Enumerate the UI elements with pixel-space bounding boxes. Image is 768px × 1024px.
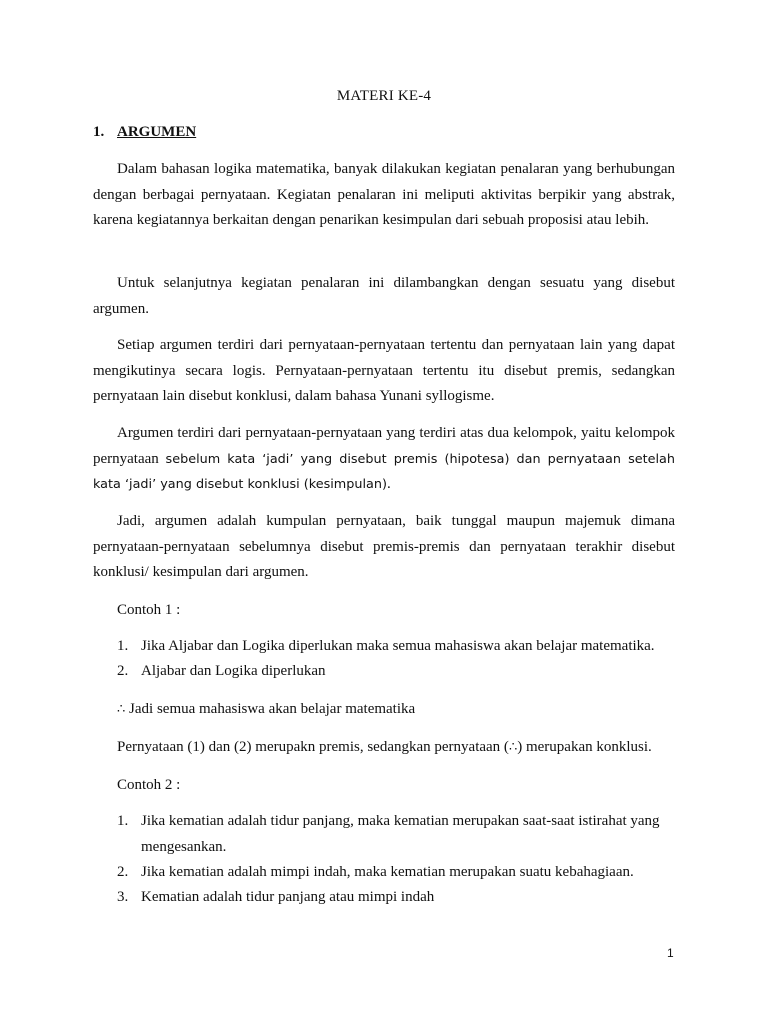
page-title: MATERI KE-4 bbox=[336, 88, 432, 104]
list-item-number: 2. bbox=[117, 663, 129, 679]
list-item-text: Jika Aljabar dan Logika diperlukan maka semua mahasiswa akan belajar matematika. bbox=[141, 638, 655, 654]
paragraph-2: Untuk selanjutnya kegiatan penalaran ini dilambangkan dengan sesuatu yang disebut argumen. bbox=[93, 275, 675, 317]
example-1-conclusion bbox=[117, 697, 415, 722]
example-2-label: Contoh 2 : bbox=[117, 777, 181, 793]
section-heading bbox=[93, 124, 196, 141]
page-number: 1 bbox=[667, 946, 674, 960]
list-item bbox=[117, 885, 675, 911]
paragraph-5: Jadi, argumen adalah kumpulan pernyataan, baik tunggal maupun majemuk dimana pernyataan-pernyataan sebelumnya disebut premis-premis dan pernyataan terakhir disebut konklusi/ kesimpulan dari argumen. bbox=[93, 513, 675, 580]
paragraph-4-end: . bbox=[387, 476, 391, 492]
paragraph-1: Dalam bahasan logika matematika, banyak dilakukan kegiatan penalaran yang berhubungan dengan berbagai pernyataan. Kegiatan penalaran ini meliputi aktivitas berpikir yang abstrak, karena kegiatannya berkaitan dengan penarikan kesimpulan dari sebuah proposisi atau lebih. bbox=[93, 161, 675, 228]
list-item-text: Jika kematian adalah mimpi indah, maka kematian merupakan suatu kebahagiaan. bbox=[141, 864, 634, 880]
example-1-label: Contoh 1 : bbox=[117, 602, 181, 618]
list-item-number: 1. bbox=[117, 813, 129, 829]
list-item bbox=[117, 634, 675, 660]
paragraph-4 bbox=[93, 421, 675, 498]
list-item-number: 3. bbox=[117, 889, 129, 905]
list-item bbox=[117, 659, 675, 685]
paragraph-4-sans: sebelum kata ‘jadi’ yang disebut premis (hipotesa) dan pernyataan setelah kata ‘jadi’ yang disebut konklusi (kesimpulan) bbox=[93, 451, 676, 492]
section-title: ARGUMEN bbox=[117, 124, 197, 140]
list-item bbox=[117, 860, 675, 886]
therefore-icon: ∴ bbox=[508, 740, 518, 755]
example-1-note bbox=[117, 735, 652, 760]
list-item-number: 1. bbox=[117, 638, 129, 654]
note-text-after: ) merupakan konklusi. bbox=[517, 739, 652, 755]
list-item-text: Aljabar dan Logika diperlukan bbox=[141, 663, 326, 679]
therefore-icon: ∴ bbox=[117, 702, 126, 717]
list-item-text: Kematian adalah tidur panjang atau mimpi indah bbox=[141, 889, 435, 905]
conclusion-text: Jadi semua mahasiswa akan belajar matematika bbox=[125, 701, 416, 717]
paragraph-3: Setiap argumen terdiri dari pernyataan-pernyataan tertentu dan pernyataan lain yang dapat mengikutinya secara logis. Pernyataan-pernyataan tertentu itu disebut premis, sedangkan pernyataan lain disebut konklusi, dalam bahasa Yunani syllogisme. bbox=[93, 337, 675, 404]
list-item-text: Jika kematian adalah tidur panjang, maka kematian merupakan saat-saat istirahat yang mengesankan. bbox=[141, 813, 660, 855]
list-item bbox=[117, 809, 675, 860]
paragraph-4-serif: Argumen terdiri dari pernyataan-pernyataan yang terdiri atas dua kelompok, yaitu kelompok pernyataan bbox=[93, 425, 675, 467]
note-text-before: Pernyataan (1) dan (2) merupakn premis, sedangkan pernyataan ( bbox=[117, 739, 509, 755]
list-item-number: 2. bbox=[117, 864, 129, 880]
section-number: 1. bbox=[93, 124, 105, 140]
